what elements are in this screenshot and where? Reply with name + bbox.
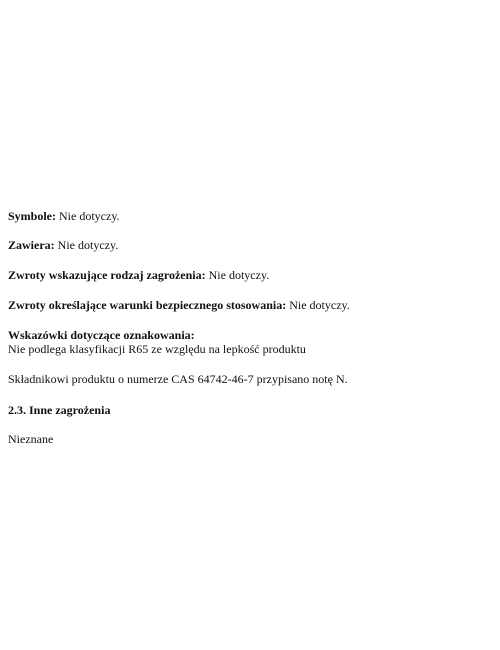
hazard-phrases-label: Zwroty wskazujące rodzaj zagrożenia: <box>8 268 206 282</box>
safety-phrases-label: Zwroty określające warunki bezpiecznego stosowania: <box>8 298 287 312</box>
contains-label: Zawiera: <box>8 238 55 252</box>
hazard-phrases-value: Nie dotyczy. <box>208 268 270 282</box>
section-2-3-heading: 2.3. Inne zagrożenia <box>8 403 111 417</box>
contains-row <box>8 238 118 252</box>
section-2-3-text: Nieznane <box>8 432 54 446</box>
symbols-value: Nie dotyczy. <box>59 209 120 223</box>
symbols-row <box>8 209 120 223</box>
symbols-label: Symbole: <box>8 209 56 223</box>
safety-phrases-value: Nie dotyczy. <box>289 298 350 312</box>
hazard-phrases-row <box>8 268 269 282</box>
safety-phrases-row <box>8 298 350 312</box>
labeling-guidance-text: Nie podlega klasyfikacji R65 ze względu na lepkość produktu <box>8 342 306 356</box>
labeling-guidance-heading: Wskazówki dotyczące oznakowania: <box>8 328 195 342</box>
contains-value: Nie dotyczy. <box>57 238 119 252</box>
cas-note: Składnikowi produktu o numerze CAS 64742-46-7 przypisano notę N. <box>8 372 348 386</box>
